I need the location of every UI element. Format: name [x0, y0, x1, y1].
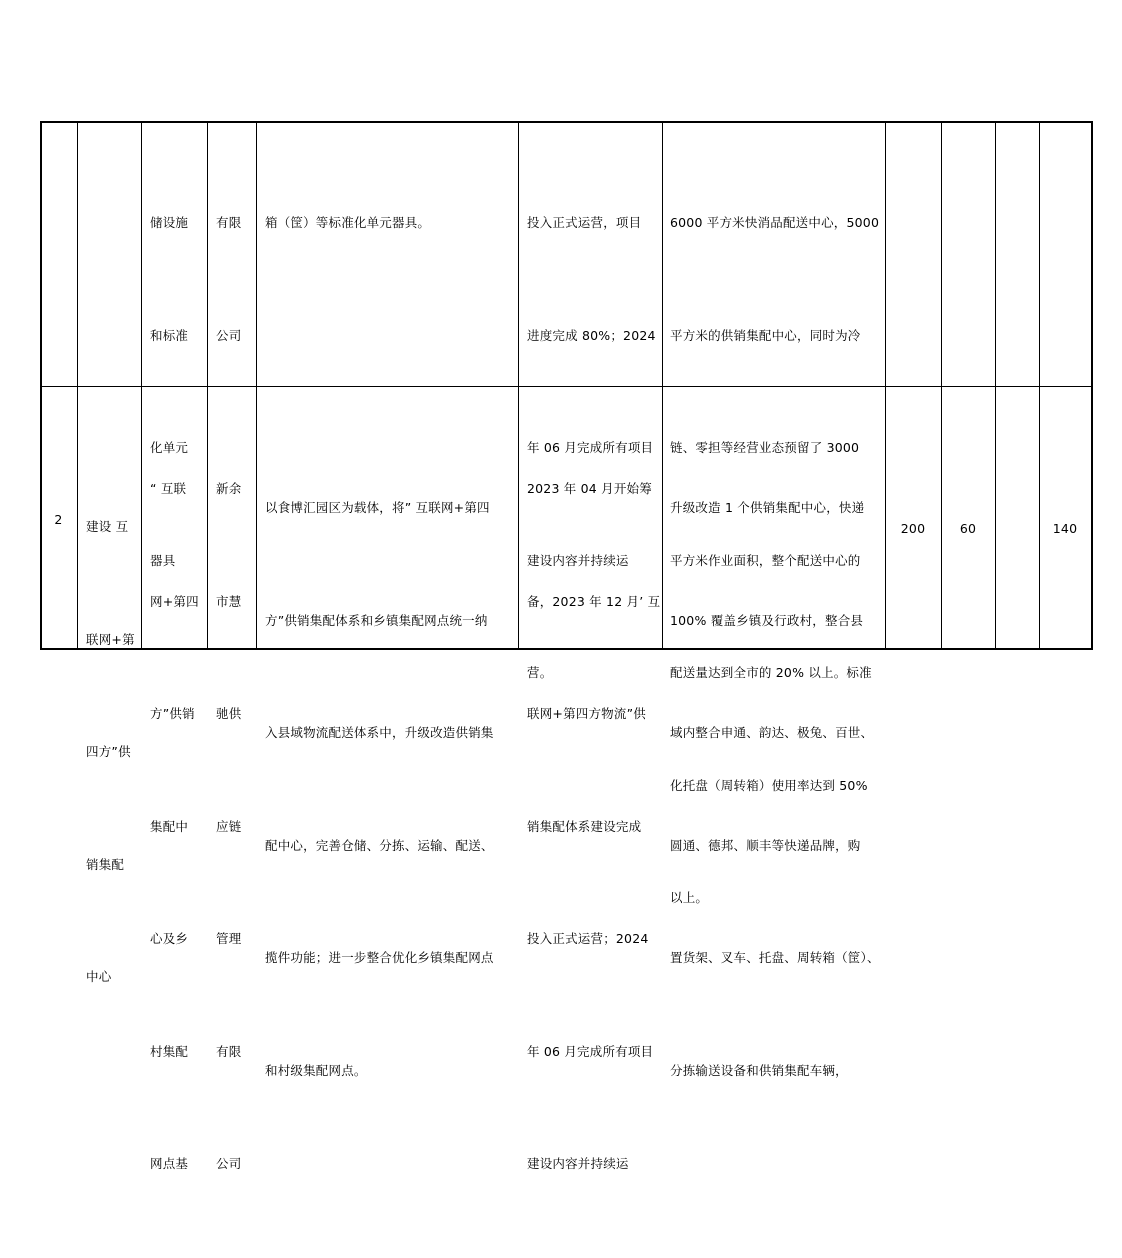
column-divider — [518, 121, 519, 649]
column-divider — [885, 121, 886, 649]
goal-line: 分拣输送设备和供销集配车辆， — [670, 1062, 848, 1078]
schedule-line: 联网+第四方物流”供 — [527, 706, 646, 721]
content-line: 箱（筐）等标准化单元器具。 — [265, 215, 431, 230]
company-line: 市慧 — [216, 593, 242, 609]
item-name-line: 四方”供 — [86, 744, 131, 759]
schedule-line: 投入正式运营，项目 — [527, 215, 642, 230]
item-name-line: 中心 — [86, 969, 112, 984]
project-name-line: 方”供销 — [150, 706, 195, 721]
goal-line: 链、零担等经营业态预留了 3000 — [670, 440, 860, 455]
company-line: 公司 — [216, 1156, 242, 1171]
project-name-line: 集配中 — [150, 818, 189, 834]
project-name-line: 心及乡 — [150, 931, 189, 946]
company-line: 新余 — [216, 481, 242, 496]
project-name-line: 化单元 — [150, 440, 189, 455]
schedule-line: 年 06 月完成所有项目 — [527, 440, 654, 455]
content-line: 揽件功能；进一步整合优化乡镇集配网点 — [265, 950, 494, 965]
goal-line: 置货架、叉车、托盘、周转箱（筐）、 — [670, 950, 880, 965]
goal-line: 圆通、德邦、顺丰等快递品牌，购 — [670, 837, 861, 853]
goal-line: 100% 覆盖乡镇及行政村，整合县 — [670, 612, 864, 628]
goal-line: 化托盘（周转箱）使用率达到 50% — [670, 777, 868, 793]
project-table — [40, 121, 1093, 1171]
column-divider — [941, 121, 942, 649]
column-divider — [141, 121, 142, 649]
goal-line: 配送量达到全市的 20% 以上。标准 — [670, 665, 872, 680]
project-name-line: 村集配 — [150, 1043, 189, 1059]
item-name-line: 建设 互 — [86, 519, 129, 534]
schedule-line: 2023 年 04 月开始筹 — [527, 481, 652, 496]
content-line: 方”供销集配体系和乡镇集配网点统一纳 — [265, 612, 488, 628]
investment-value-3: 140 — [1052, 521, 1078, 536]
column-divider — [1091, 121, 1093, 649]
column-divider — [995, 121, 996, 649]
company-line: 有限 — [216, 1043, 242, 1059]
goal-line: 域内整合申通、韵达、极兔、百世、 — [670, 725, 874, 740]
schedule-line: 进度完成 80%；2024 — [527, 327, 656, 343]
project-name-line: 储设施 — [150, 215, 189, 230]
project-name-line: 器具 — [150, 552, 176, 568]
schedule-line: 年 06 月完成所有项目 — [527, 1043, 654, 1059]
content-cell — [265, 414, 494, 1164]
project-name-line: 网点基 — [150, 1156, 189, 1171]
goal-line: 平方米作业面积，整个配送中心的 — [670, 552, 861, 568]
table-top-border — [40, 121, 1093, 123]
schedule-line: 投入正式运营；2024 — [527, 931, 649, 946]
company-line: 公司 — [216, 327, 242, 343]
row-number: 2 — [54, 512, 63, 527]
schedule-cell — [527, 395, 660, 1258]
content-line: 以食博汇园区为载体，将” 互联网+第四 — [265, 500, 490, 515]
column-divider — [256, 121, 257, 649]
goal-cell — [670, 414, 880, 1164]
column-divider — [662, 121, 663, 649]
company-cell — [216, 129, 241, 429]
content-line: 配中心，完善仓储、分拣、运输、配送、 — [265, 837, 494, 853]
content-line: 入县域物流配送体系中，升级改造供销集 — [265, 725, 494, 740]
item-name-line: 销集配 — [86, 856, 125, 872]
column-divider — [77, 121, 78, 649]
company-cell — [216, 395, 241, 1258]
column-divider — [207, 121, 208, 649]
content-line: 和村级集配网点。 — [265, 1062, 367, 1078]
schedule-line: 建设内容并持续运 — [527, 552, 629, 568]
project-name-line: 网+第四 — [150, 593, 199, 609]
goal-line: 以上。 — [670, 890, 709, 905]
company-line: 应链 — [216, 818, 242, 834]
schedule-line: 营。 — [527, 665, 553, 680]
item-name-line: 联网+第 — [86, 631, 135, 647]
goal-line: 平方米的供销集配中心，同时为冷 — [670, 327, 861, 343]
company-line: 管理 — [216, 931, 242, 946]
item-name-cell — [86, 433, 135, 1071]
column-divider — [1039, 121, 1040, 649]
schedule-line: 建设内容并持续运 — [527, 1156, 629, 1171]
project-name-cell — [150, 395, 199, 1258]
total-investment: 200 — [900, 521, 926, 536]
content-cell — [265, 129, 430, 317]
schedule-line: 销集配体系建设完成 — [527, 818, 642, 834]
project-name-line: “ 互联 — [150, 481, 187, 496]
goal-line: 6000 平方米快消品配送中心，5000 — [670, 215, 880, 230]
schedule-line: 备，2023 年 12 月’ 互 — [527, 593, 661, 609]
company-line: 有限 — [216, 215, 242, 230]
column-divider — [40, 121, 42, 649]
project-name-line: 和标准 — [150, 327, 189, 343]
goal-line: 升级改造 1 个供销集配中心，快递 — [670, 500, 865, 515]
company-line: 驰供 — [216, 706, 242, 721]
investment-value-1: 60 — [959, 521, 977, 536]
